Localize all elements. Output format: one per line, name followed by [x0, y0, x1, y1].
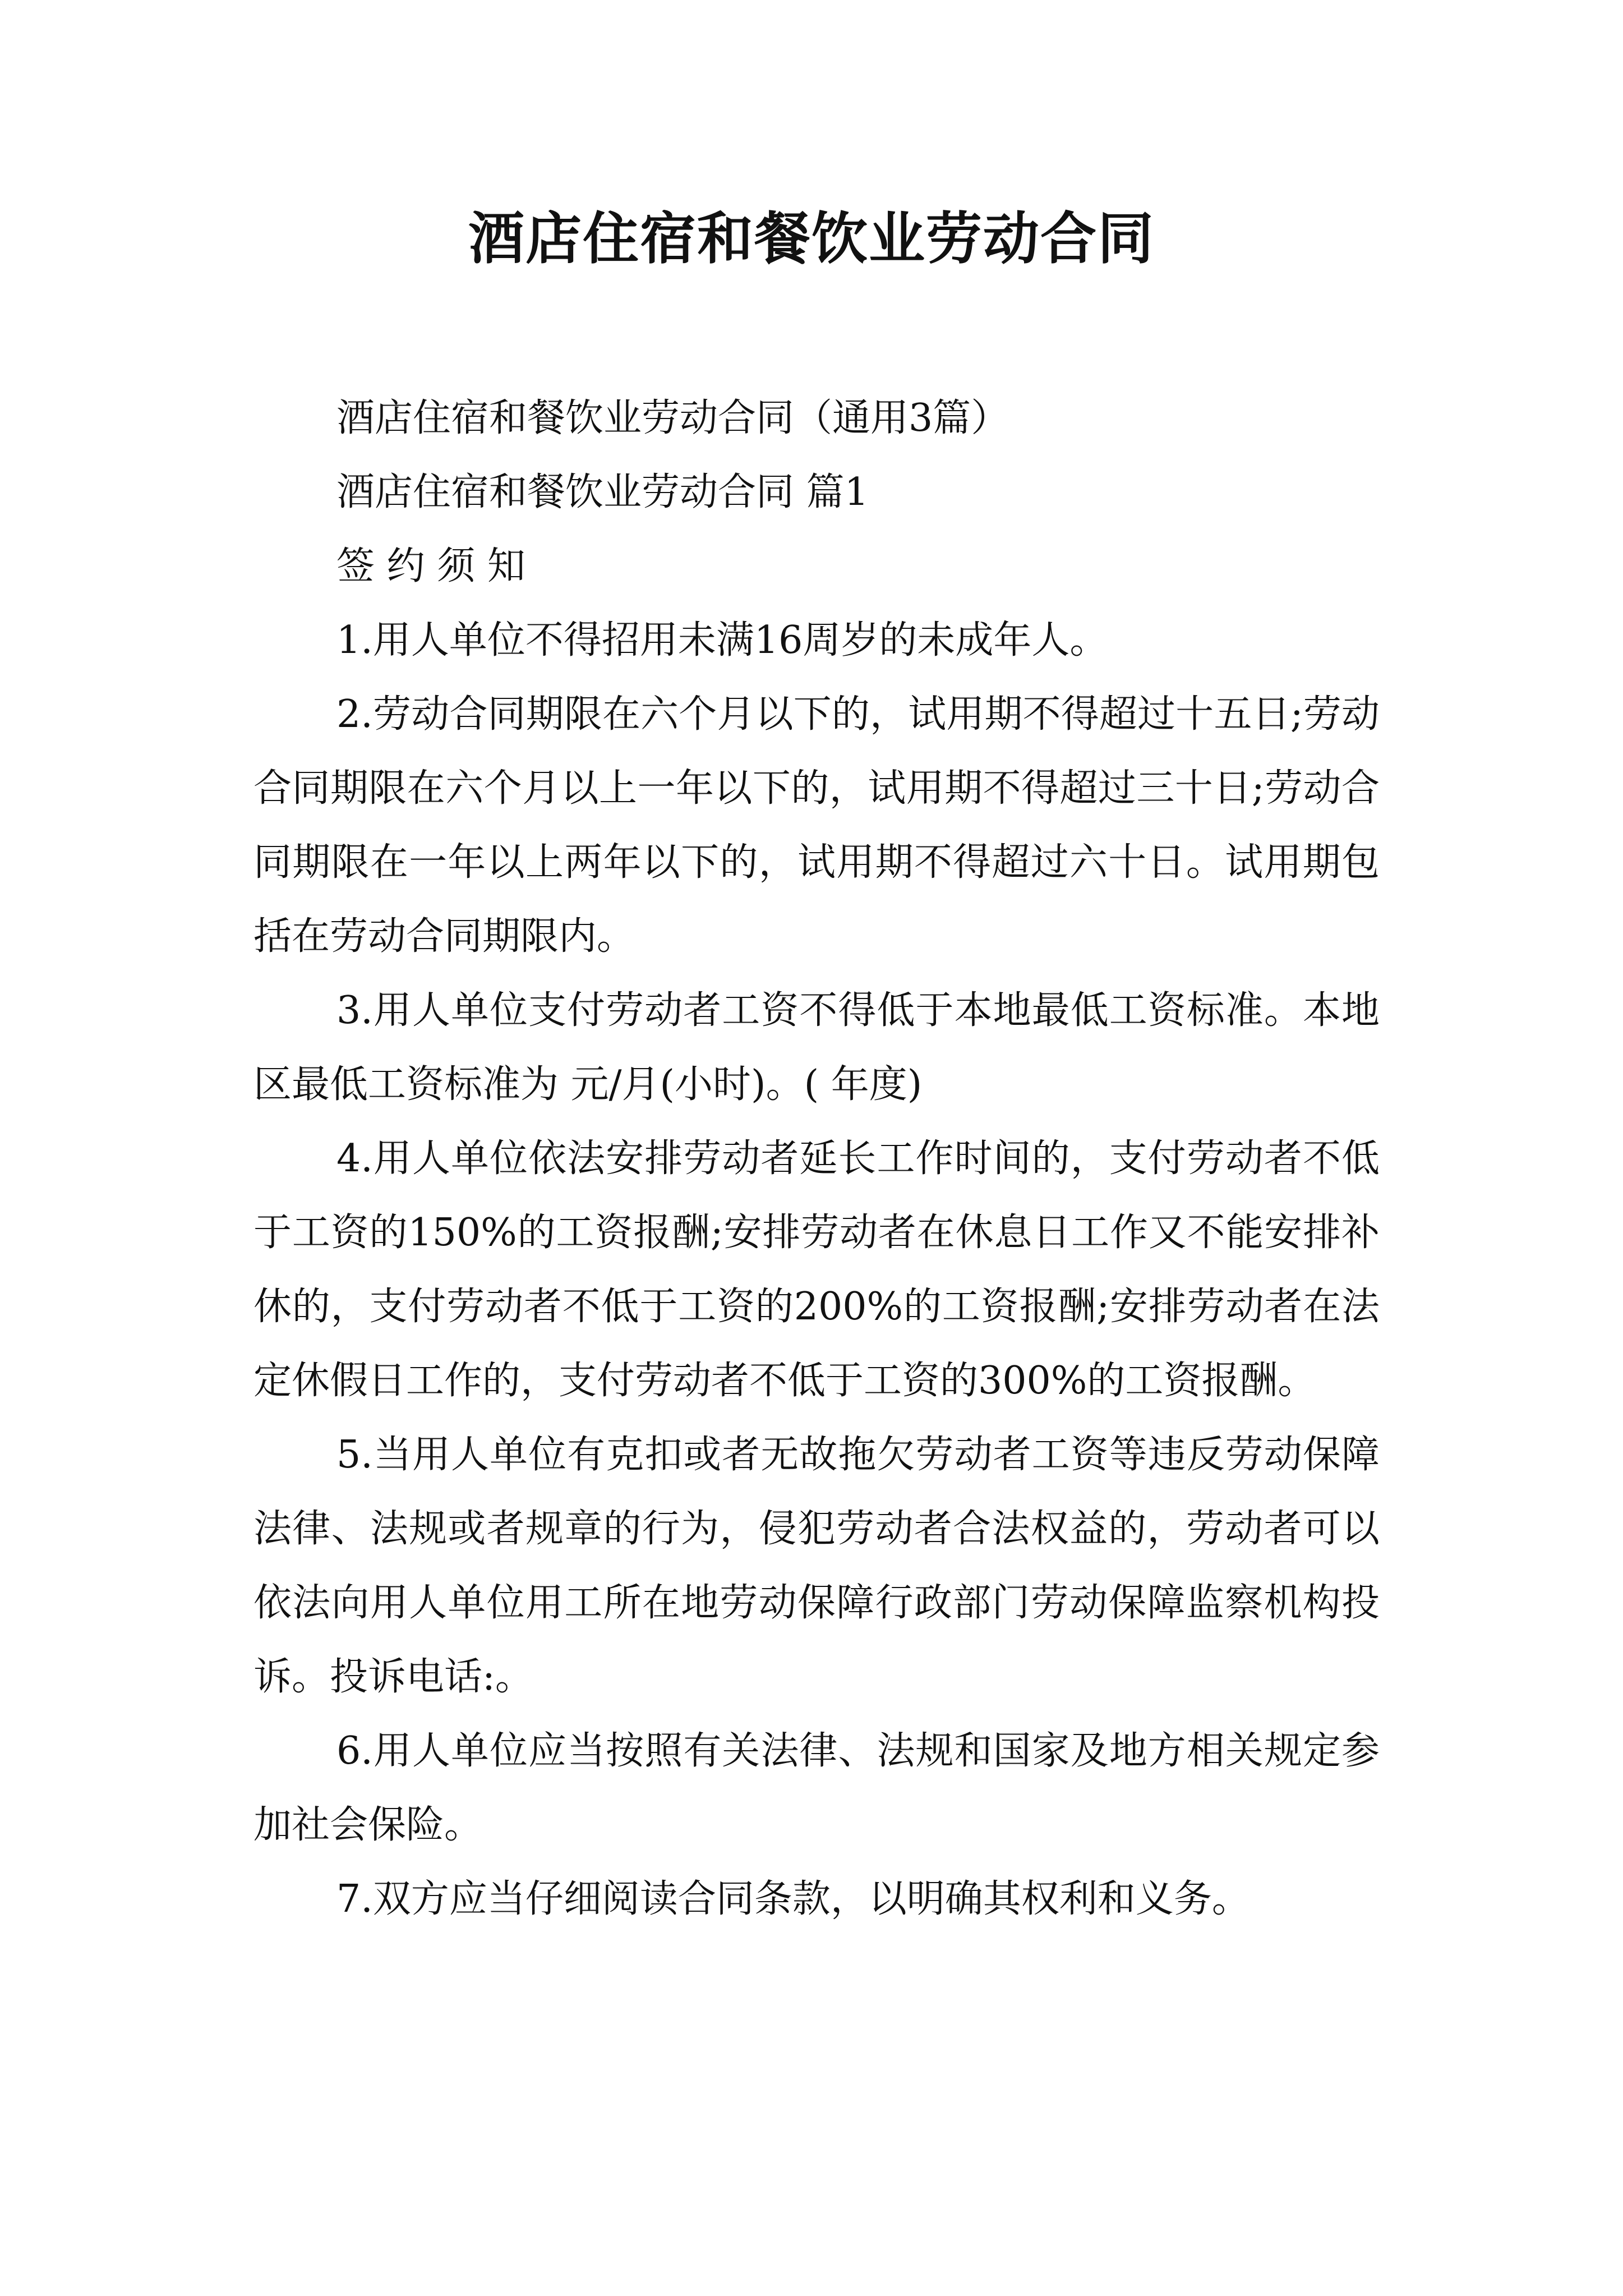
document-title: 酒店住宿和餐饮业劳动合同: [468, 205, 1155, 272]
notice-item-1: 1.用人单位不得招用未满16周岁的未成年人。: [336, 618, 1108, 662]
section-heading: 酒店住宿和餐饮业劳动合同 篇1: [336, 470, 869, 514]
notice-item-3: 3.用人单位支付劳动者工资不得低于本地最低工资标准。本地区最低工资标准为 元/月(小时)。( 年度): [253, 988, 1380, 1107]
notice-item-2: 2.劳动合同期限在六个月以下的，试用期不得超过十五日;劳动合同期限在六个月以上一年以下的，试用期不得超过三十日;劳动合同期限在一年以上两年以下的，试用期不得超过六十日。试用期包括在劳动合同期限内。: [253, 692, 1380, 959]
notice-item-6: 6.用人单位应当按照有关法律、法规和国家及地方相关规定参加社会保险。: [253, 1729, 1380, 1847]
notice-item-5: 5.当用人单位有克扣或者无故拖欠劳动者工资等违反劳动保障法律、法规或者规章的行为，侵犯劳动者合法权益的，劳动者可以依法向用人单位用工所在地劳动保障行政部门劳动保障监察机构投诉。投诉电话:。: [253, 1433, 1380, 1699]
notice-heading: 签 约 须 知: [336, 544, 525, 588]
document-subtitle: 酒店住宿和餐饮业劳动合同（通用3篇）: [336, 396, 1009, 440]
document-body: [253, 381, 1380, 1936]
notice-item-7: 7.双方应当仔细阅读合同条款，以明确其权利和义务。: [336, 1877, 1250, 1921]
notice-item-4: 4.用人单位依法安排劳动者延长工作时间的，支付劳动者不低于工资的150%的工资报酬;安排劳动者在休息日工作又不能安排补休的，支付劳动者不低于工资的200%的工资报酬;安排劳动者在法定休假日工作的，支付劳动者不低于工资的300%的工资报酬。: [253, 1137, 1380, 1403]
